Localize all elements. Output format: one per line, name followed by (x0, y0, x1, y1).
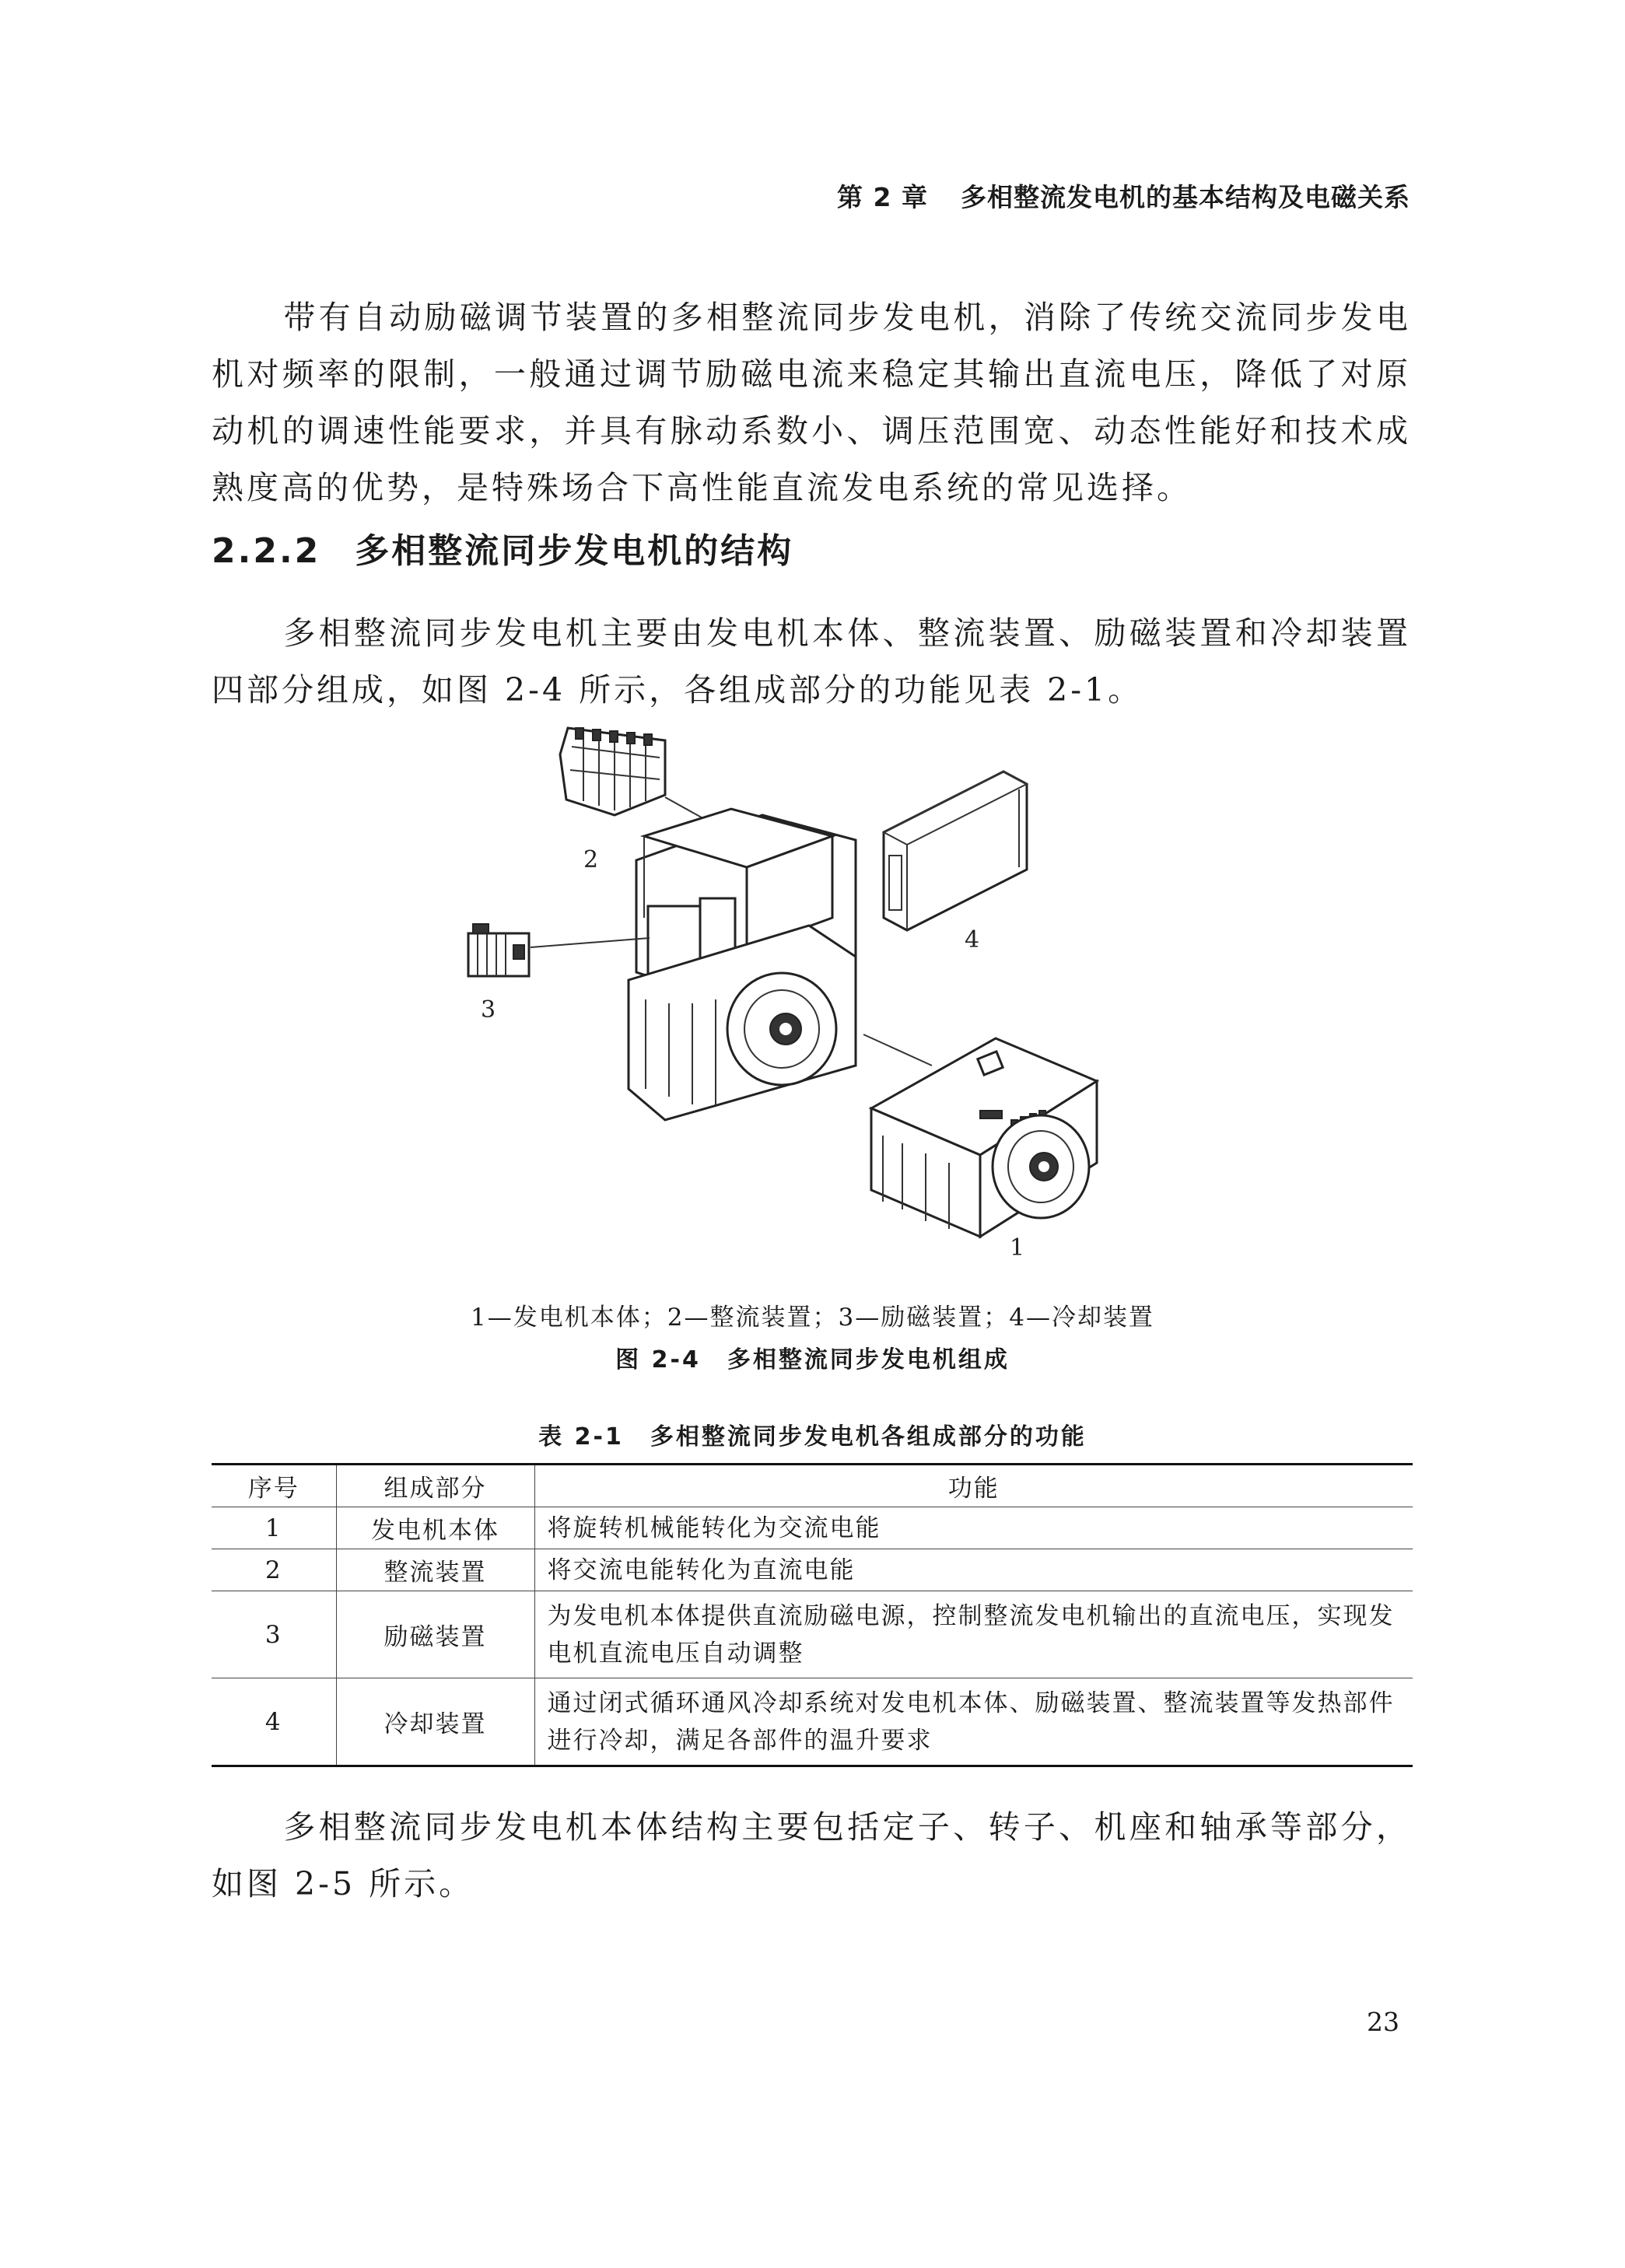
rectifier-unit-drawing (560, 728, 665, 815)
assembled-generator-drawing (629, 809, 856, 1120)
paragraph-intro (212, 289, 1411, 516)
header-component: 组成部分 (336, 1465, 534, 1507)
paragraph-body-structure (212, 1799, 1411, 1913)
cooling-unit-drawing (884, 772, 1027, 930)
paragraph-body-structure-text: 多相整流同步发电机本体结构主要包括定子、转子、机座和轴承等部分，如图 2-5 所示。 (212, 1808, 1411, 1902)
chapter-number: 第 2 章 (837, 182, 928, 212)
cell-function: 为发电机本体提供直流励磁电源，控制整流发电机输出的直流电压，实现发电机直流电压自动调整 (534, 1591, 1413, 1678)
table-caption-label: 表 2-1 (538, 1423, 624, 1451)
label-4: 4 (965, 926, 980, 954)
table-row (212, 1591, 1413, 1678)
cell-function: 将旋转机械能转化为交流电能 (534, 1507, 1413, 1549)
label-2: 2 (583, 846, 599, 873)
page-number: 23 (1367, 2007, 1399, 2037)
table-caption (0, 1417, 1625, 1451)
cell-index: 2 (212, 1549, 336, 1591)
section-heading (212, 523, 793, 572)
cell-component: 冷却装置 (336, 1678, 534, 1766)
cell-component: 整流装置 (336, 1549, 534, 1591)
table-header-row (212, 1465, 1413, 1507)
cell-index: 4 (212, 1678, 336, 1766)
cell-component: 励磁装置 (336, 1591, 534, 1678)
cell-function: 将交流电能转化为直流电能 (534, 1549, 1413, 1591)
exciter-unit-drawing (468, 924, 529, 976)
figure-caption-title: 多相整流同步发电机组成 (727, 1346, 1010, 1374)
component-function-table (212, 1463, 1413, 1767)
header-function: 功能 (534, 1465, 1413, 1507)
figure-caption-label: 图 2-4 (615, 1346, 701, 1374)
table-caption-title: 多相整流同步发电机各组成部分的功能 (650, 1423, 1087, 1451)
cell-function: 通过闭式循环通风冷却系统对发电机本体、励磁装置、整流装置等发热部件进行冷却，满足各部件的温升要求 (534, 1678, 1413, 1766)
paragraph-intro-text: 带有自动励磁调节装置的多相整流同步发电机，消除了传统交流同步发电机对频率的限制，一般通过调节励磁电流来稳定其输出直流电压，降低了对原动机的调速性能要求，并具有脉动系数小、调压范围宽、动态性能好和技术成熟度高的优势，是特殊场合下高性能直流发电系统的常见选择。 (212, 299, 1411, 506)
paragraph-composition-text: 多相整流同步发电机主要由发电机本体、整流装置、励磁装置和冷却装置四部分组成，如图 2-4 所示，各组成部分的功能见表 2-1。 (212, 614, 1411, 709)
header-index: 序号 (212, 1465, 336, 1507)
label-3: 3 (481, 996, 496, 1024)
cell-index: 1 (212, 1507, 336, 1549)
generator-body-drawing (871, 1038, 1097, 1237)
running-header (837, 177, 1410, 214)
section-number: 2.2.2 (212, 531, 321, 571)
paragraph-composition (212, 605, 1411, 719)
cell-index: 3 (212, 1591, 336, 1678)
table-row (212, 1507, 1413, 1549)
label-1: 1 (1010, 1234, 1025, 1260)
figure-caption (0, 1340, 1625, 1374)
generator-assembly-figure (467, 723, 1167, 1260)
cell-component: 发电机本体 (336, 1507, 534, 1549)
chapter-title: 多相整流发电机的基本结构及电磁关系 (961, 182, 1410, 212)
table-row (212, 1678, 1413, 1766)
table-row (212, 1549, 1413, 1591)
figure-legend: 1—发电机本体；2—整流装置；3—励磁装置；4—冷却装置 (471, 1304, 1154, 1332)
section-title: 多相整流同步发电机的结构 (355, 531, 794, 571)
